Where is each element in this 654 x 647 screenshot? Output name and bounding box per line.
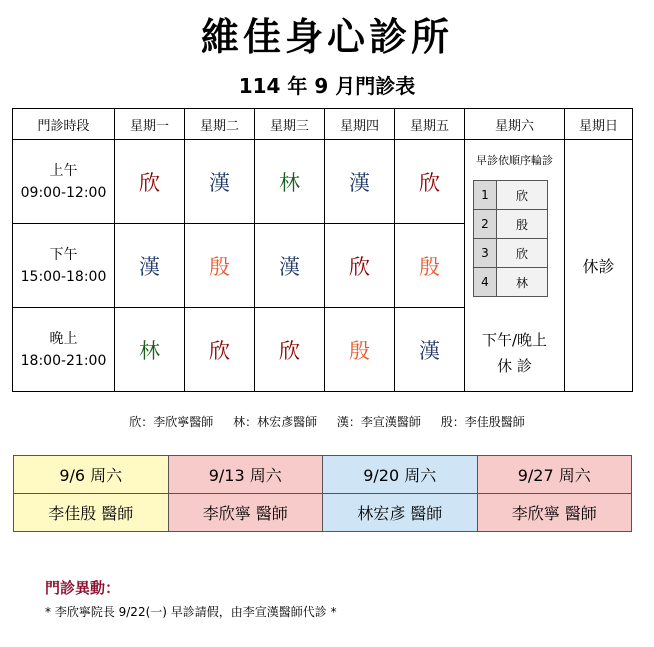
saturday-doctor: 李佳殷 醫師 — [14, 494, 169, 532]
header-thursday: 星期四 — [325, 109, 395, 140]
sunday-closed: 休診 — [565, 140, 633, 392]
header-wednesday: 星期三 — [255, 109, 325, 140]
cell-mon-evening: 林 — [115, 308, 185, 392]
cell-fri-morning: 欣 — [395, 140, 465, 224]
rotation-doctor: 林 — [497, 268, 548, 297]
saturday-date: 9/13 周六 — [168, 456, 323, 494]
cell-wed-morning: 林 — [255, 140, 325, 224]
legend-item: 林：林宏彥醫師 — [233, 415, 318, 429]
schedule-change-note: * 李欣寧院長 9/22(一) 早診請假，由李宣漢醫師代診 * — [45, 605, 337, 619]
saturday-note-line2: 休 診 — [497, 357, 532, 375]
slot-name: 上午 — [49, 162, 78, 179]
saturday-date: 9/20 周六 — [323, 456, 478, 494]
slot-name: 下午 — [49, 246, 78, 263]
legend-item: 殷：李佳殷醫師 — [440, 415, 525, 429]
cell-wed-afternoon: 漢 — [255, 224, 325, 308]
cell-thu-afternoon: 欣 — [325, 224, 395, 308]
rotation-doctor: 欣 — [497, 181, 548, 210]
cell-mon-afternoon: 漢 — [115, 224, 185, 308]
rotation-number: 2 — [474, 210, 497, 239]
legend-item: 漢：李宣漢醫師 — [336, 415, 421, 429]
saturday-date: 9/27 周六 — [477, 456, 632, 494]
cell-fri-evening: 漢 — [395, 308, 465, 392]
saturday-date-row — [14, 456, 632, 494]
rotation-row — [474, 210, 548, 239]
saturday-doctor-row — [14, 494, 632, 532]
header-saturday: 星期六 — [465, 109, 565, 140]
slot-time: 15:00-18:00 — [20, 268, 107, 285]
rotation-doctor: 欣 — [497, 239, 548, 268]
header-time-slot: 門診時段 — [13, 109, 115, 140]
saturday-doctor: 李欣寧 醫師 — [168, 494, 323, 532]
rotation-row — [474, 181, 548, 210]
slot-time: 09:00-12:00 — [20, 184, 107, 201]
doctor-legend — [0, 413, 654, 430]
rotation-doctor: 殷 — [497, 210, 548, 239]
cell-wed-evening: 欣 — [255, 308, 325, 392]
clinic-name: 維佳身心診所 — [200, 14, 453, 59]
row-morning — [13, 140, 633, 224]
rotation-row — [474, 268, 548, 297]
header-friday: 星期五 — [395, 109, 465, 140]
slot-time: 18:00-21:00 — [20, 352, 107, 369]
saturday-cell — [465, 140, 565, 392]
cell-tue-afternoon: 殷 — [185, 224, 255, 308]
saturday-note-line1: 下午/晚上 — [481, 331, 548, 349]
cell-tue-evening: 欣 — [185, 308, 255, 392]
header-sunday: 星期日 — [565, 109, 633, 140]
cell-mon-morning: 欣 — [115, 140, 185, 224]
saturday-doctor: 林宏彥 醫師 — [323, 494, 478, 532]
cell-thu-evening: 殷 — [325, 308, 395, 392]
schedule-table — [12, 108, 633, 392]
saturday-afternoon-note — [465, 327, 564, 379]
header-tuesday: 星期二 — [185, 109, 255, 140]
saturday-doctor: 李欣寧 醫師 — [477, 494, 632, 532]
header-row — [13, 109, 633, 140]
rotation-row — [474, 239, 548, 268]
slot-morning — [13, 140, 115, 224]
saturday-date: 9/6 周六 — [14, 456, 169, 494]
rotation-number: 1 — [474, 181, 497, 210]
slot-name: 晚上 — [49, 330, 78, 347]
saturday-rotation-title: 早診依順序輪診 — [476, 154, 553, 167]
header-monday: 星期一 — [115, 109, 185, 140]
legend-item: 欣：李欣寧醫師 — [129, 415, 214, 429]
rotation-number: 3 — [474, 239, 497, 268]
cell-fri-afternoon: 殷 — [395, 224, 465, 308]
slot-afternoon — [13, 224, 115, 308]
cell-tue-morning: 漢 — [185, 140, 255, 224]
schedule-title: 114 年 9 月門診表 — [238, 74, 416, 98]
cell-thu-morning: 漢 — [325, 140, 395, 224]
slot-evening — [13, 308, 115, 392]
saturday-rotation-table — [473, 180, 548, 297]
saturday-schedule-table — [13, 455, 632, 532]
schedule-change-title: 門診異動： — [45, 579, 121, 597]
rotation-number: 4 — [474, 268, 497, 297]
